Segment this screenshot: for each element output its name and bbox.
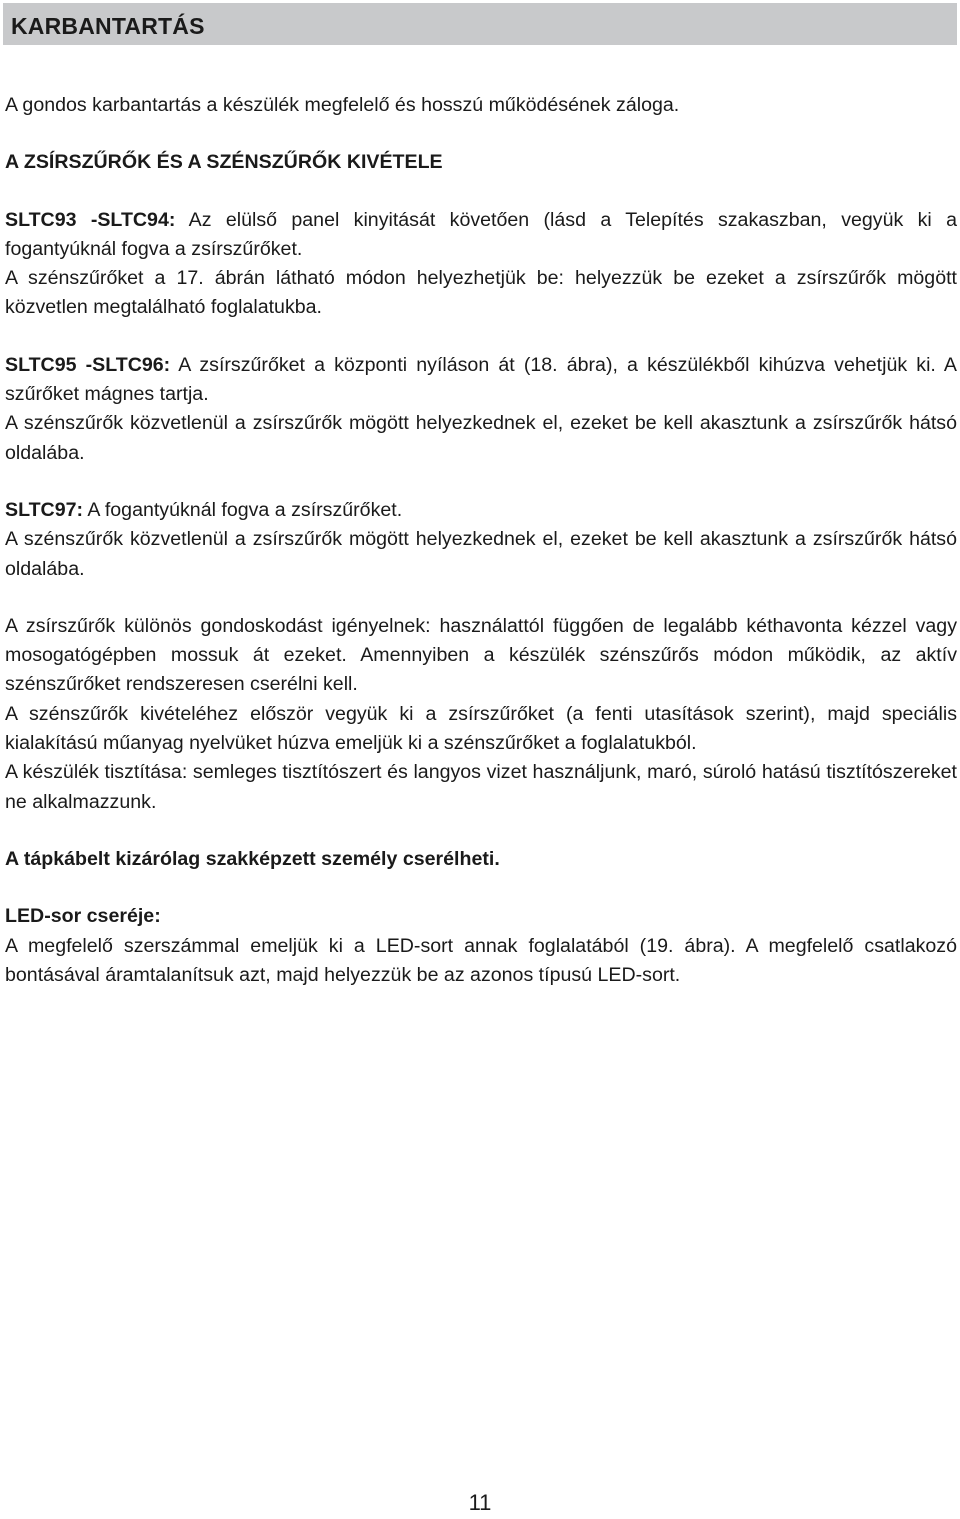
section-title: KARBANTARTÁS <box>11 13 205 39</box>
sltc95-paragraph-2: A szénszűrők közvetlenül a zsírszűrők mögött helyezkednek el, ezeket be kell akasztunk a zsírszűrők hátsó oldalába. <box>5 412 957 464</box>
sltc97-paragraph <box>5 496 957 525</box>
led-paragraph: A megfelelő szerszámmal emeljük ki a LED-sort annak foglalatából (19. ábra). A megfelelő csatlakozó bontásával áramtalanítsuk azt, majd helyezzük be az azonos típusú LED-sort. <box>5 934 957 986</box>
document-body <box>5 91 957 990</box>
sltc97-text: A fogantyúknál fogva a zsírszűrőket. <box>83 498 403 521</box>
led-heading: LED-sor cseréje: <box>5 905 161 928</box>
care-paragraph-1: A zsírszűrők különös gondoskodást igényelnek: használattól függően de legalább kéthavonta kézzel vagy mosogatógépben mossuk át ezeket. Amennyiben a készülék szénszűrős módon működik, az aktív szénszűrőket rendszeresen cserélni kell. <box>5 614 957 696</box>
sltc93-text: Az elülső panel kinyitását követően (lásd a Telepítés szakaszban, vegyük ki a fogantyúknál fogva a zsírszűrőket. <box>5 208 957 260</box>
model-label-sltc93: SLTC93 -SLTC94: <box>5 208 176 231</box>
cable-notice: A tápkábelt kizárólag szakképzett személy cserélheti. <box>5 847 500 870</box>
intro-paragraph: A gondos karbantartás a készülék megfelelő és hosszú működésének záloga. <box>5 94 680 116</box>
sltc95-paragraph <box>5 351 957 410</box>
sltc93-paragraph-2: A szénszűrőket a 17. ábrán látható módon helyezhetjük be: helyezzük be ezeket a zsírszűrők mögött közvetlen megtalálható foglalatukba. <box>5 267 957 319</box>
model-label-sltc97: SLTC97: <box>5 498 84 521</box>
section-header-bar <box>3 3 957 45</box>
sltc95-text: A zsírszűrőket a központi nyíláson át (18. ábra), a készülékből kihúzva vehetjük ki. A szűrőket mágnes tartja. <box>5 353 957 406</box>
page-number: 11 <box>468 1490 492 1515</box>
model-label-sltc95: SLTC95 -SLTC96: <box>5 353 171 376</box>
sltc97-paragraph-2: A szénszűrők közvetlenül a zsírszűrők mögött helyezkednek el, ezeket be kell akasztunk a zsírszűrők hátsó oldalába. <box>5 528 957 580</box>
care-paragraph-3: A készülék tisztítása: semleges tisztítószert és langyos vizet használjunk, maró, súroló hatású tisztítószereket ne alkalmazzunk. <box>5 761 957 813</box>
filter-removal-heading: A ZSÍRSZŰRŐK ÉS A SZÉNSZŰRŐK KIVÉTELE <box>5 151 443 174</box>
sltc93-paragraph <box>5 206 957 265</box>
care-paragraph-2: A szénszűrők kivételéhez először vegyük ki a zsírszűrőket (a fenti utasítások szerint), majd speciális kialakítású műanyag nyelvüket húzva emeljük ki a szénszűrőket a foglalatukból. <box>5 702 957 755</box>
